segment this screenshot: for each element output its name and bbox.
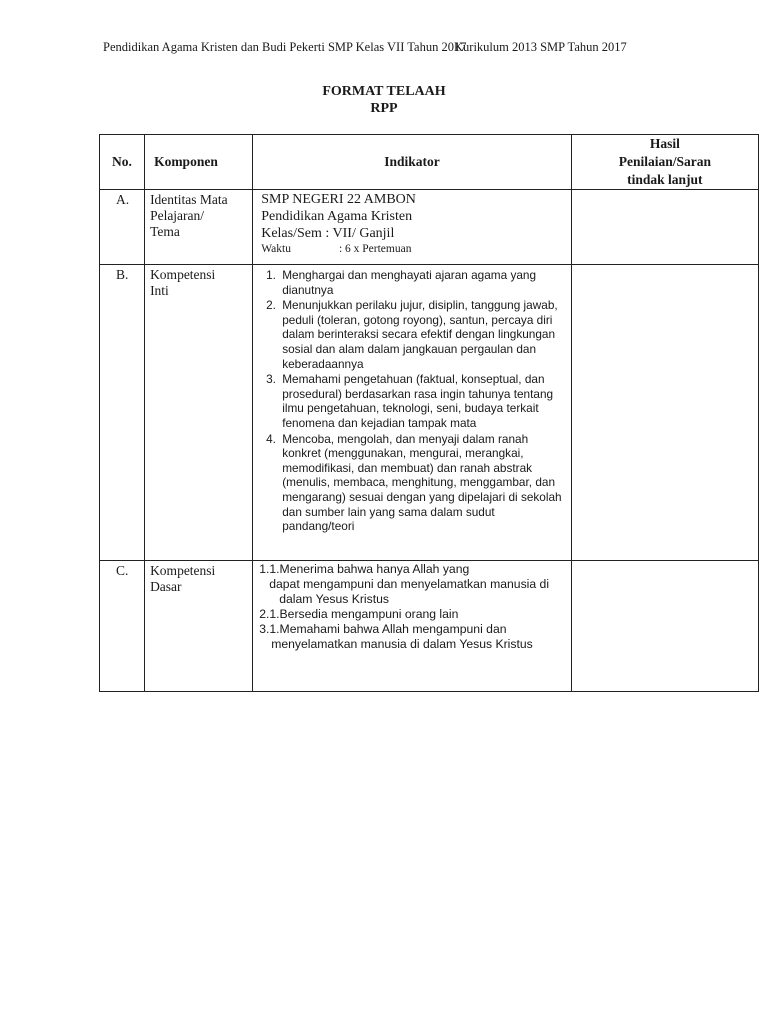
table-row: [100, 561, 759, 692]
list-item: 1. Menghargai dan menghayati ajaran agama yang dianutnya: [279, 268, 564, 297]
row-hasil: [571, 265, 758, 561]
school-name: SMP NEGERI 22 AMBON: [261, 192, 416, 207]
basic-competence-line: menyelamatkan manusia di dalam Yesus Kristus: [271, 637, 533, 651]
header-hasil: [571, 135, 758, 190]
basic-competence-line: 1.1.Menerima bahwa hanya Allah yang: [259, 562, 470, 576]
row-komponen: [145, 190, 253, 265]
time-allocation: [261, 242, 564, 256]
table-row: [100, 190, 759, 265]
header-indikator: Indikator: [253, 135, 571, 190]
komponen-line: Dasar: [150, 579, 182, 594]
title-line-1: FORMAT TELAAH: [322, 84, 446, 99]
row-number: A.: [100, 190, 145, 265]
row-hasil: [571, 561, 758, 692]
row-indikator: [253, 561, 571, 692]
komponen-line: Kompetensi: [150, 563, 216, 578]
header-hasil-line1: Hasil: [649, 136, 680, 151]
basic-competence-line: 3.1.Memahami bahwa Allah mengampuni dan: [259, 622, 507, 636]
list-item: 3. Memahami pengetahuan (faktual, konseptual, dan prosedural) berdasarkan rasa ingin tahunya tentang ilmu pengetahuan, teknologi, seni, budaya terkait fenomena dan kejadian tampak mata: [279, 372, 564, 430]
class-semester: Kelas/Sem : VII/ Ganjil: [261, 226, 395, 241]
rpp-review-table: [99, 134, 759, 692]
basic-competence-line: dapat mengampuni dan menyelamatkan manusia di: [269, 577, 550, 591]
list-item: 2. Menunjukkan perilaku jujur, disiplin, tanggung jawab, peduli (toleran, gotong royong), santun, percaya diri dalam berinteraksi secara efektif dengan lingkungan sosial dan alam dalam jangkauan pergaulan dan keberadaannya: [279, 298, 564, 371]
header-hasil-line3: tindak lanjut: [627, 172, 703, 187]
core-competence-list: [259, 268, 564, 534]
header-no: No.: [100, 135, 145, 190]
row-hasil: [571, 190, 758, 265]
table-header-row: [100, 135, 759, 190]
row-komponen: [145, 561, 253, 692]
list-item: 4. Mencoba, mengolah, dan menyaji dalam ranah konkret (menggunakan, mengurai, merangkai, memodifikasi, dan membuat) dan ranah abstrak (menulis, membaca, menghitung, menggambar, dan mengarang) sesuai dengan yang dipelajari di sekolah dan sumber lain yang sama dalam sudut pandang/teori: [279, 432, 564, 534]
komponen-line: Tema: [150, 224, 180, 239]
document-title: [0, 83, 768, 117]
basic-competence-line: 2.1.Bersedia mengampuni orang lain: [259, 607, 459, 621]
time-value: : 6 x Pertemuan: [338, 243, 412, 255]
row-indikator: [253, 265, 571, 561]
title-line-2: RPP: [370, 101, 398, 116]
time-label: Waktu: [261, 243, 291, 255]
komponen-line: Identitas Mata: [150, 192, 228, 207]
table-row: [100, 265, 759, 561]
page-header: [0, 40, 768, 60]
header-komponen: Komponen: [145, 135, 253, 190]
row-indikator: [253, 190, 571, 265]
komponen-line: Kompetensi: [150, 267, 216, 282]
header-left-text: Pendidikan Agama Kristen dan Budi Pekerti SMP Kelas VII Tahun 2017: [103, 40, 467, 54]
header-right-text: Kurikulum 2013 SMP Tahun 2017: [454, 40, 627, 54]
basic-competence-line: dalam Yesus Kristus: [279, 592, 389, 606]
subject-name: Pendidikan Agama Kristen: [261, 209, 413, 224]
komponen-line: Inti: [150, 283, 169, 298]
komponen-line: Pelajaran/: [150, 208, 205, 223]
header-hasil-line2: Penilaian/Saran: [618, 154, 711, 169]
row-number: C.: [100, 561, 145, 692]
row-komponen: [145, 265, 253, 561]
row-number: B.: [100, 265, 145, 561]
